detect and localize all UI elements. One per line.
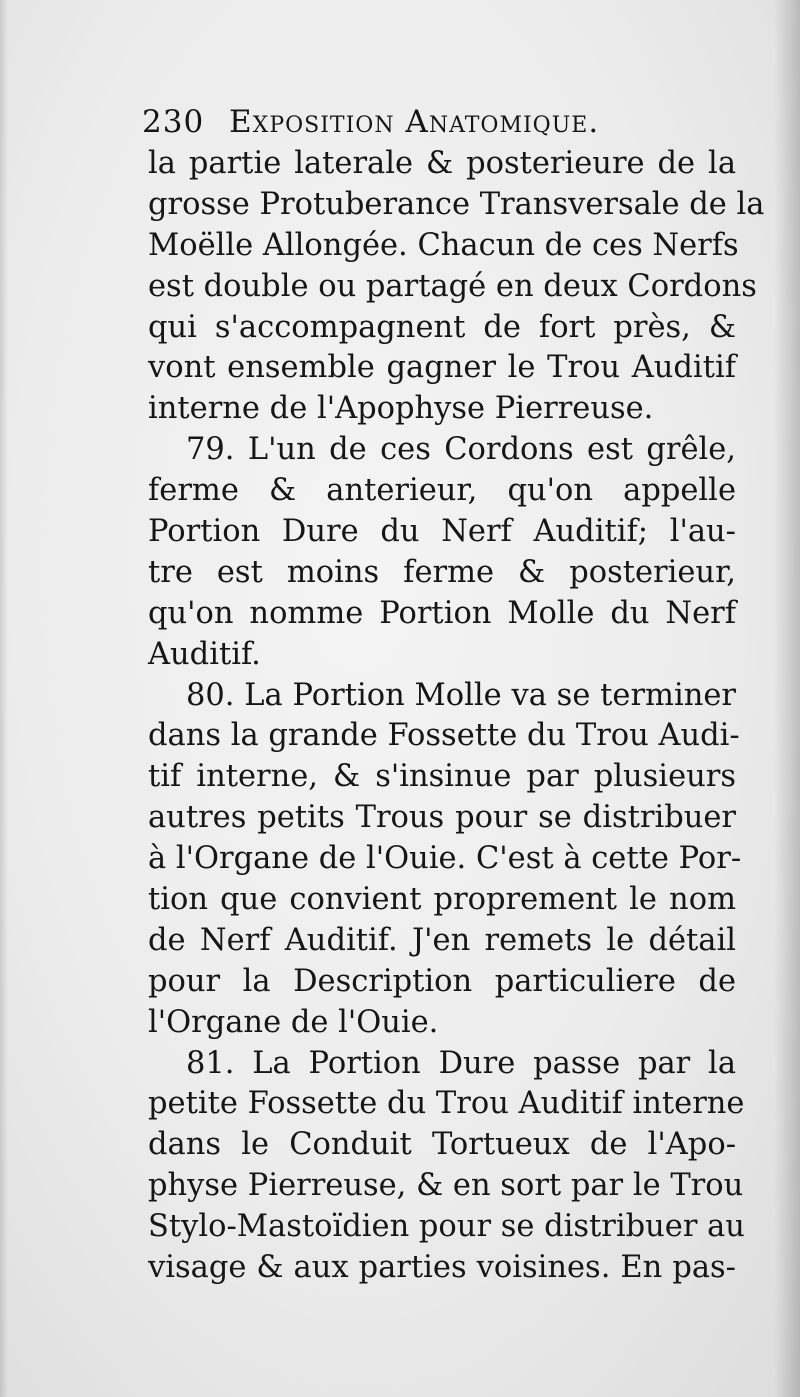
running-head (142, 100, 730, 144)
text-line: dans la grande Fossette du Trou Audi- (148, 718, 740, 754)
text-line: 80. La Portion Molle va se terminer (186, 677, 736, 713)
text-line: à l'Organe de l'Ouie. C'est à cette Por- (148, 841, 742, 877)
text-line: est double ou partagé en deux Cordons (148, 268, 757, 304)
text-line: petite Fossette du Trou Auditif interne (148, 1086, 745, 1122)
page-number: 230 (142, 104, 205, 140)
text-line: dans le Conduit Tortueux de l'Apo- (148, 1127, 736, 1163)
text-line: Auditif. (148, 636, 261, 672)
text-line: autres petits Trous pour se distribuer (148, 800, 736, 836)
text-line: interne de l'Apophyse Pierreuse. (148, 391, 654, 427)
page-edge-shadow (0, 0, 8, 1397)
gutter-shadow (774, 0, 800, 1397)
text-line: tif interne, & s'insinue par plusieurs (148, 759, 736, 795)
text-block (142, 100, 765, 1289)
text-line: Moëlle Allongée. Chacun de ces Nerfs (148, 227, 739, 263)
text-line: vont ensemble gagner le Trou Auditif (148, 350, 736, 386)
text-line: 81. La Portion Dure passe par la (186, 1045, 736, 1081)
text-line: qu'on nomme Portion Molle du Nerf (148, 595, 736, 631)
text-line: Portion Dure du Nerf Auditif; l'au- (148, 514, 736, 550)
text-line: la partie laterale & posterieure de la (148, 146, 736, 181)
text-line: physe Pierreuse, & en sort par le Trou (148, 1168, 744, 1204)
text-line: Stylo-Mastoïdien pour se distribuer au (148, 1209, 745, 1245)
text-line: 79. L'un de ces Cordons est grêle, (186, 432, 736, 468)
text-line: l'Organe de l'Ouie. (148, 1004, 439, 1040)
text-line: pour la Description particuliere de (148, 963, 736, 999)
text-line: qui s'accompagnent de fort près, & (148, 309, 736, 345)
text-line: tre est moins ferme & posterieur, (148, 554, 736, 590)
text-line: visage & aux parties voisines. En pas- (148, 1250, 736, 1286)
text-line: ferme & anterieur, qu'on appelle (148, 473, 736, 509)
text-line: de Nerf Auditif. J'en remets le détail (148, 922, 736, 958)
running-title: Exposition Anatomique. (229, 104, 600, 140)
text-line: grosse Protuberance Transversale de la (148, 186, 765, 222)
body-text (148, 144, 765, 1289)
text-line: tion que convient proprement le nom (148, 882, 736, 918)
